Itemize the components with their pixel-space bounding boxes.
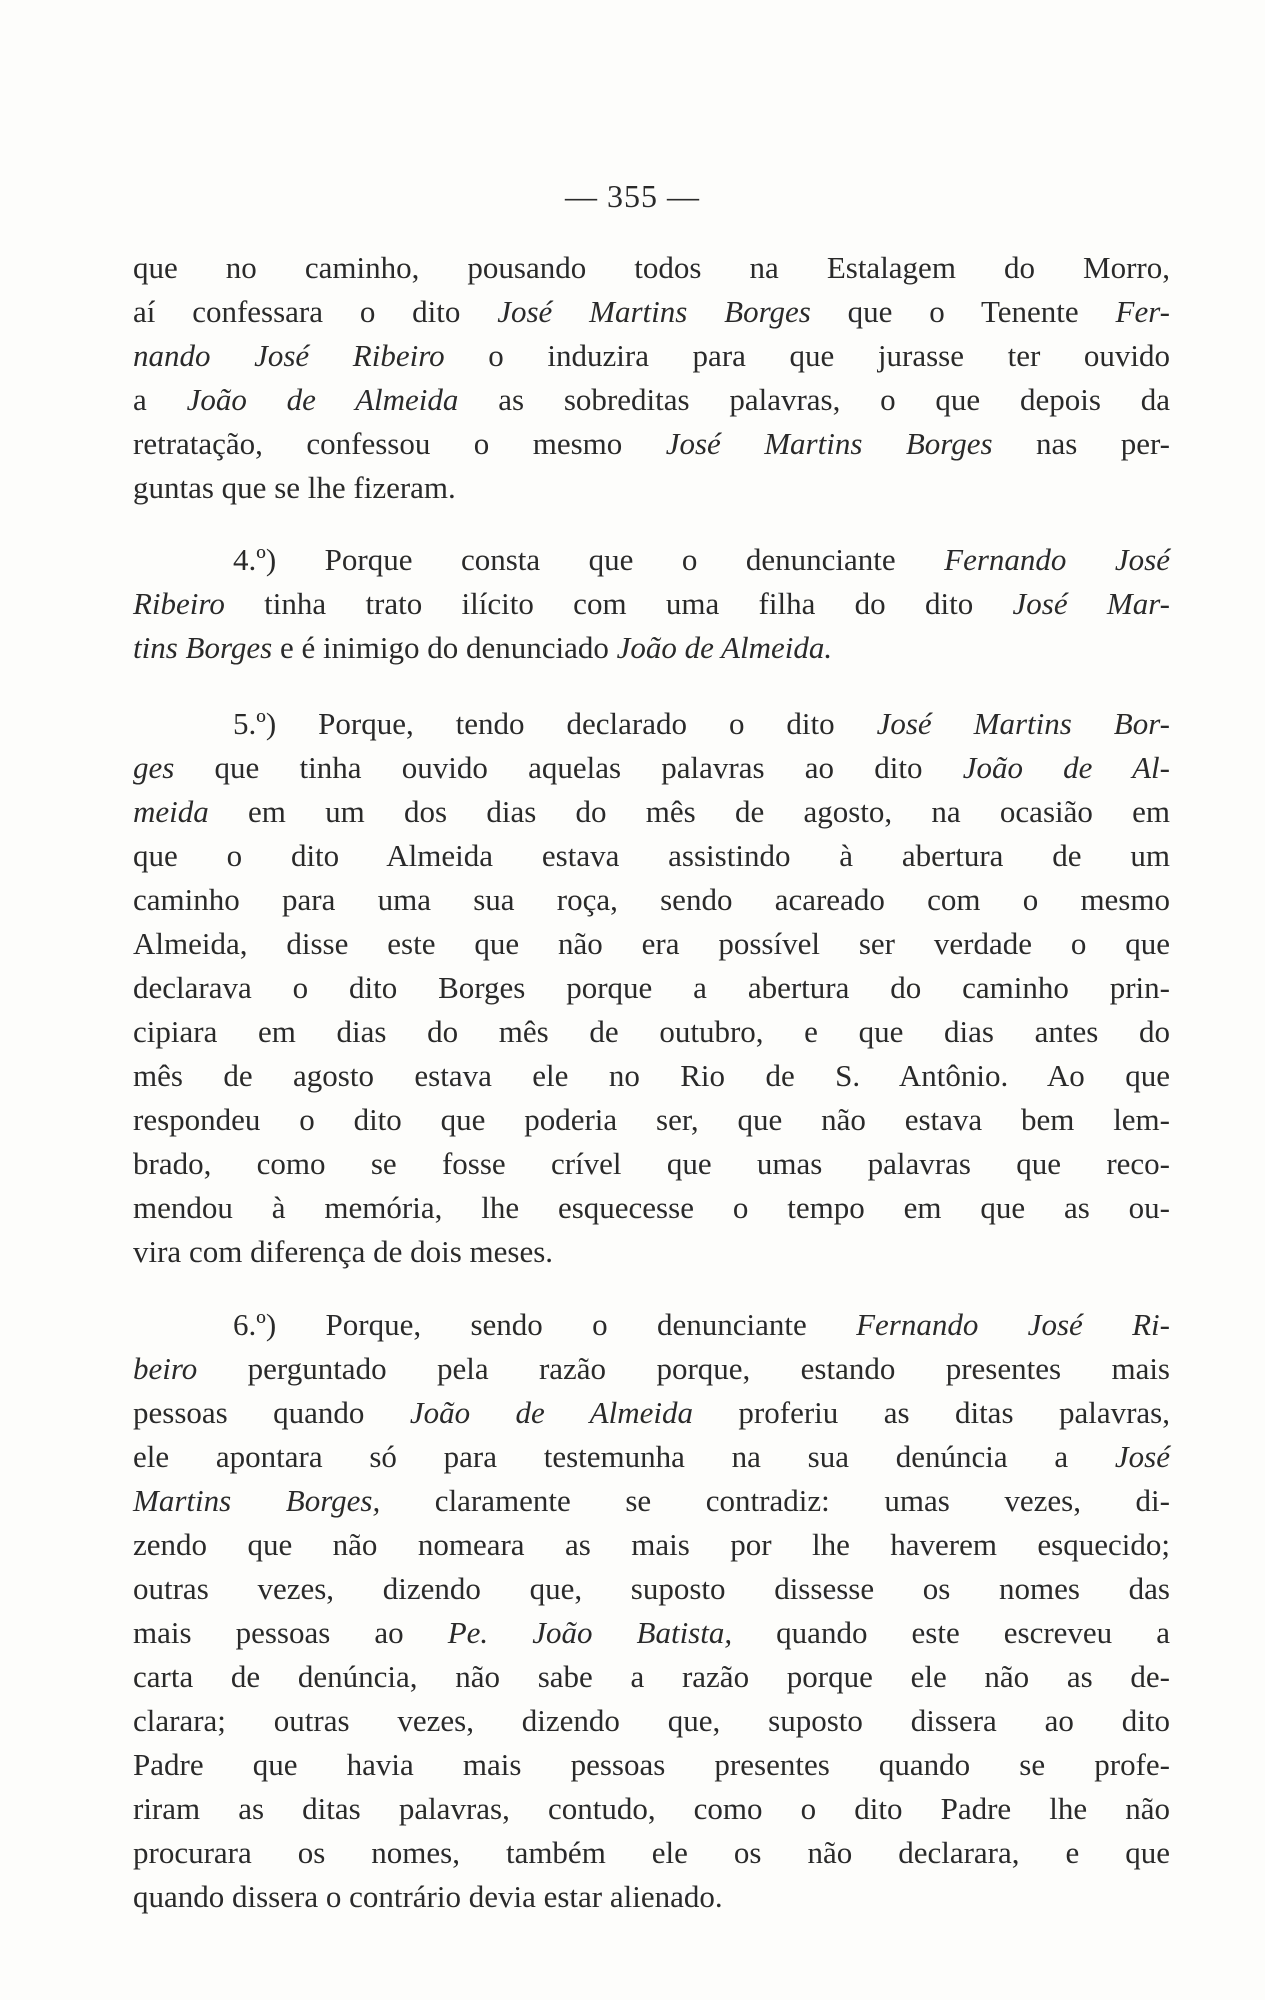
body-text: Almeida, disse este que não era possível ser verdade o que bbox=[133, 926, 1170, 961]
text-line bbox=[133, 834, 1170, 878]
text-line bbox=[133, 1831, 1170, 1875]
text-line bbox=[133, 1479, 1170, 1523]
body-text: aí confessara o dito bbox=[133, 294, 498, 329]
text-line bbox=[133, 790, 1170, 834]
paragraph-item-6 bbox=[133, 1303, 1170, 1919]
body-text: quando dissera o contrário devia estar alienado. bbox=[133, 1879, 723, 1914]
text-line bbox=[133, 246, 1170, 290]
body-text: nas per- bbox=[992, 426, 1171, 461]
body-text: proferiu as ditas palavras, bbox=[692, 1395, 1170, 1430]
italic-name-text: ges bbox=[133, 750, 175, 785]
body-text: zendo que não nomeara as mais por lhe haverem esquecido; bbox=[133, 1527, 1170, 1562]
italic-name-text: Martins Borges, bbox=[133, 1483, 381, 1518]
body-text: caminho para uma sua roça, sendo acareado com o mesmo bbox=[133, 882, 1170, 917]
text-line bbox=[133, 1230, 1170, 1274]
body-text: que o Tenente bbox=[810, 294, 1116, 329]
body-text: outras vezes, dizendo que, suposto dissesse os nomes das bbox=[133, 1571, 1170, 1606]
body-text: a bbox=[133, 382, 187, 417]
text-line bbox=[133, 1142, 1170, 1186]
italic-name-text: João de Al- bbox=[962, 750, 1170, 785]
text-line bbox=[133, 1391, 1170, 1435]
text-line bbox=[133, 1875, 1170, 1919]
text-line bbox=[133, 1347, 1170, 1391]
body-text: que tinha ouvido aquelas palavras ao dito bbox=[174, 750, 963, 785]
body-text: e é inimigo do denunciado bbox=[272, 630, 617, 665]
text-line bbox=[133, 1010, 1170, 1054]
body-text: respondeu o dito que poderia ser, que não estava bem lem- bbox=[133, 1102, 1170, 1137]
italic-name-text: José Martins Borges bbox=[497, 294, 811, 329]
italic-name-text: José Martins Bor- bbox=[876, 706, 1170, 741]
body-text: mendou à memória, lhe esquecesse o tempo em que as ou- bbox=[133, 1190, 1170, 1225]
italic-name-text: Pe. João Batista, bbox=[447, 1615, 733, 1650]
body-text: pessoas quando bbox=[133, 1395, 410, 1430]
text-line bbox=[133, 626, 1170, 670]
italic-name-text: João de Almeida bbox=[186, 382, 459, 417]
body-text: ele apontara só para testemunha na sua denúncia a bbox=[133, 1439, 1115, 1474]
body-text: quando este escreveu a bbox=[732, 1615, 1170, 1650]
body-text: retratação, confessou o mesmo bbox=[133, 426, 666, 461]
text-line bbox=[133, 1186, 1170, 1230]
text-line bbox=[133, 334, 1170, 378]
body-text: procurara os nomes, também ele os não declarara, e que bbox=[133, 1835, 1170, 1870]
text-line bbox=[133, 746, 1170, 790]
text-line bbox=[133, 1611, 1170, 1655]
body-text: clarara; outras vezes, dizendo que, suposto dissera ao dito bbox=[133, 1703, 1170, 1738]
text-line bbox=[133, 538, 1170, 582]
body-text: 4.º) Porque consta que o denunciante bbox=[233, 542, 945, 577]
text-line bbox=[133, 878, 1170, 922]
body-text: carta de denúncia, não sabe a razão porque ele não as de- bbox=[133, 1659, 1170, 1694]
body-text: claramente se contradiz: umas vezes, di- bbox=[380, 1483, 1170, 1518]
text-line bbox=[133, 290, 1170, 334]
body-text: 6.º) Porque, sendo o denunciante bbox=[233, 1307, 857, 1342]
italic-name-text: João de Almeida bbox=[409, 1395, 693, 1430]
italic-name-text: nando José Ribeiro bbox=[133, 338, 445, 373]
text-line bbox=[133, 466, 1170, 510]
body-text: mais pessoas ao bbox=[133, 1615, 448, 1650]
body-text: tinha trato ilícito com uma filha do dito bbox=[224, 586, 1013, 621]
body-text: que no caminho, pousando todos na Estalagem do Morro, bbox=[133, 250, 1170, 285]
text-line bbox=[133, 1743, 1170, 1787]
body-text: 5.º) Porque, tendo declarado o dito bbox=[233, 706, 877, 741]
italic-name-text: José bbox=[1114, 1439, 1170, 1474]
page-number: — 355 — bbox=[565, 178, 700, 214]
italic-name-text: tins Borges bbox=[133, 630, 273, 665]
body-text: as sobreditas palavras, o que depois da bbox=[458, 382, 1170, 417]
italic-name-text: Fernando José Ri- bbox=[856, 1307, 1170, 1342]
text-line bbox=[133, 582, 1170, 626]
body-text: declarava o dito Borges porque a abertura do caminho prin- bbox=[133, 970, 1170, 1005]
body-text: Padre que havia mais pessoas presentes quando se profe- bbox=[133, 1747, 1170, 1782]
text-line bbox=[133, 1054, 1170, 1098]
italic-name-text: Fernando José bbox=[944, 542, 1171, 577]
paragraph-continuation bbox=[133, 246, 1170, 510]
body-text: o induzira para que jurasse ter ouvido bbox=[444, 338, 1171, 373]
italic-name-text: Fer- bbox=[1115, 294, 1170, 329]
text-line bbox=[133, 1303, 1170, 1347]
body-text: guntas que se lhe fizeram. bbox=[133, 470, 456, 505]
italic-name-text: meida bbox=[133, 794, 209, 829]
body-text: brado, como se fosse crível que umas palavras que reco- bbox=[133, 1146, 1170, 1181]
italic-name-text: Ribeiro bbox=[133, 586, 225, 621]
body-text: em um dos dias do mês de agosto, na ocasião em bbox=[208, 794, 1170, 829]
body-text: que o dito Almeida estava assistindo à abertura de um bbox=[133, 838, 1170, 873]
body-text: mês de agosto estava ele no Rio de S. Antônio. Ao que bbox=[133, 1058, 1170, 1093]
text-line bbox=[133, 702, 1170, 746]
text-line bbox=[133, 422, 1170, 466]
text-line bbox=[133, 1523, 1170, 1567]
text-line bbox=[133, 1699, 1170, 1743]
body-text: perguntado pela razão porque, estando presentes mais bbox=[197, 1351, 1170, 1386]
paragraph-item-5 bbox=[133, 702, 1170, 1274]
text-line bbox=[133, 378, 1170, 422]
text-line bbox=[133, 1098, 1170, 1142]
italic-name-text: José Martins Borges bbox=[665, 426, 993, 461]
text-line bbox=[133, 922, 1170, 966]
paragraph-item-4 bbox=[133, 538, 1170, 670]
text-line bbox=[133, 966, 1170, 1010]
body-text: vira com diferença de dois meses. bbox=[133, 1234, 554, 1269]
body-text: riram as ditas palavras, contudo, como o dito Padre lhe não bbox=[133, 1791, 1170, 1826]
text-line bbox=[133, 1435, 1170, 1479]
body-text: cipiara em dias do mês de outubro, e que dias antes do bbox=[133, 1014, 1170, 1049]
italic-name-text: beiro bbox=[133, 1351, 198, 1386]
text-line bbox=[133, 1655, 1170, 1699]
italic-name-text: João de Almeida. bbox=[616, 630, 833, 665]
italic-name-text: José Mar- bbox=[1012, 586, 1170, 621]
text-line bbox=[133, 1787, 1170, 1831]
text-line bbox=[133, 1567, 1170, 1611]
